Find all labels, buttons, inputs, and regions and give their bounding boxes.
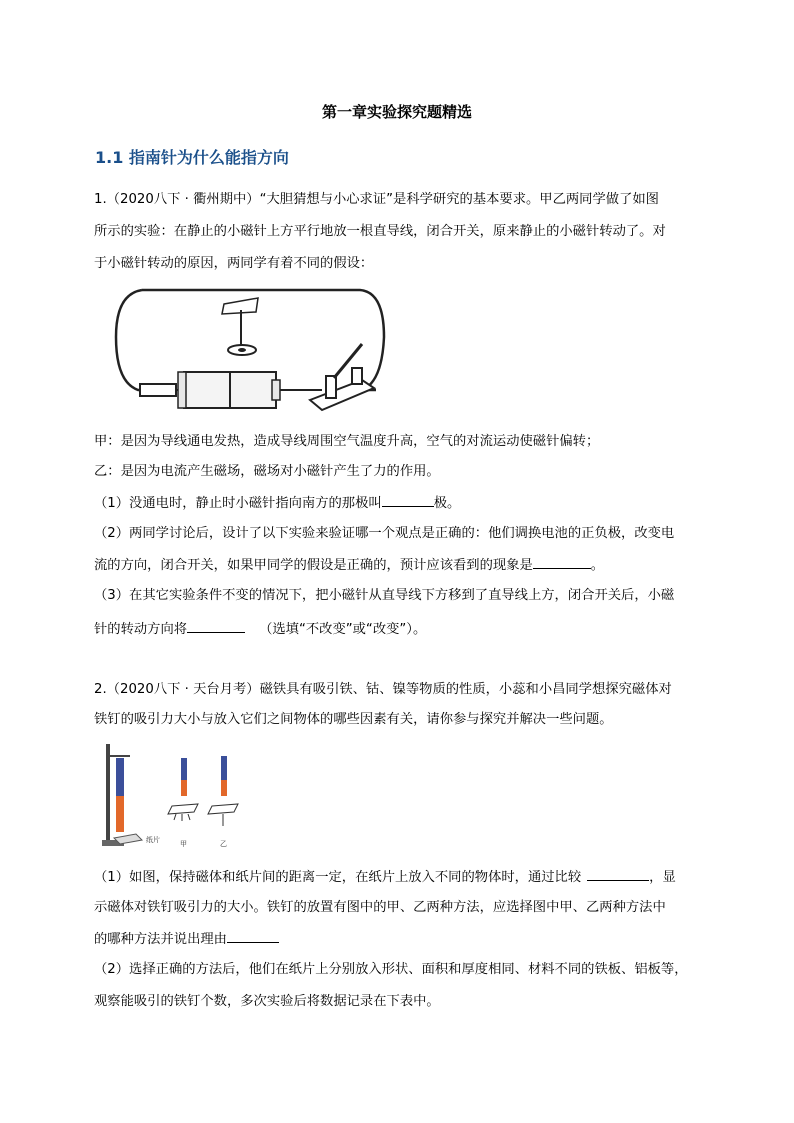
q1-part2-line1: （2）两同学讨论后，设计了以下实验来验证哪一个观点是正确的：他们调换电池的正负极，改变电: [94, 526, 675, 541]
q1-hypothesis-b: 乙：是因为电流产生磁场，磁场对小磁针产生了力的作用。: [94, 464, 440, 479]
q2-line2: 铁钉的吸引力大小与放入它们之间物体的哪些因素有关，请你参与探究并解决一些问题。: [94, 712, 613, 727]
q1-line3: 于小磁针转动的原因，两同学有着不同的假设：: [94, 256, 374, 271]
q2-part2-line1: （2）选择正确的方法后，他们在纸片上分别放入形状、面积和厚度相同、材料不同的铁板、铝板等，: [94, 962, 688, 977]
q1-hypothesis-a: 甲：是因为导线通电发热，造成导线周围空气温度升高，空气的对流运动使磁针偏转；: [94, 434, 600, 449]
magnet-figure: [102, 742, 242, 850]
section-heading: 1.1 指南针为什么能指方向: [95, 148, 289, 167]
q2-part1-blank1[interactable]: [587, 866, 649, 881]
q1-line2: 所示的实验：在静止的小磁针上方平行地放一根直导线，闭合开关，原来静止的小磁针转动了。对: [94, 224, 666, 239]
figure-label-yi: 乙: [220, 840, 227, 848]
q1-part1-text-a: （1）没通电时，静止时小磁针指向南方的那极叫: [94, 496, 382, 511]
page-title: 第一章实验探究题精选: [321, 103, 472, 121]
q2-part1-blank2[interactable]: [227, 928, 279, 943]
q1-part3-blank[interactable]: [187, 618, 245, 633]
circuit-figure: [112, 282, 388, 416]
q1-part2-text-b: 流的方向，闭合开关，如果甲同学的假设是正确的，预计应该看到的现象是: [94, 558, 533, 573]
q1-part2-text-c: 。: [590, 558, 605, 573]
figure-label-jia: 甲: [180, 840, 187, 848]
q2-part1-text-a: （1）如图，保持磁体和纸片间的距离一定，在纸片上放入不同的物体时，通过比较: [94, 870, 582, 885]
q1-line1: 1.（2020八下 · 衢州期中）“大胆猜想与小心求证”是科学研究的基本要求。甲乙两同学做了如图: [94, 192, 659, 207]
q1-part2-line2: [94, 554, 604, 576]
q1-part3-text-c: （选填“不改变”或“改变”）。: [259, 622, 427, 637]
q1-part3-text-b: 针的转动方向将: [94, 622, 188, 637]
paper-label: 纸片: [146, 836, 160, 844]
q1-part3-line1: （3）在其它实验条件不变的情况下，把小磁针从直导线下方移到了直导线上方，闭合开关后，小磁: [94, 588, 675, 603]
q2-line1: 2.（2020八下 · 天台月考）磁铁具有吸引铁、钴、镍等物质的性质，小蕊和小昌同学想探究磁体对: [94, 682, 672, 697]
q2-part2-line2: 观察能吸引的铁钉个数，多次实验后将数据记录在下表中。: [94, 994, 440, 1009]
q2-part1-line1: [94, 866, 676, 888]
q1-part2-blank[interactable]: [533, 554, 591, 569]
q2-part1-text-b: ，显: [649, 870, 676, 885]
q1-part1-blank[interactable]: [382, 492, 434, 507]
q2-part1-line3: [94, 928, 279, 950]
q2-part1-line2: 示磁体对铁钉吸引力的大小。铁钉的放置有图中的甲、乙两种方法，应选择图中甲、乙两种方法中: [94, 900, 666, 915]
q1-part1: [94, 492, 460, 514]
q1-part3-line2: [94, 618, 426, 640]
q2-part1-text-d: 的哪种方法并说出理由: [94, 932, 227, 947]
q1-part1-text-b: 极。: [433, 496, 461, 511]
